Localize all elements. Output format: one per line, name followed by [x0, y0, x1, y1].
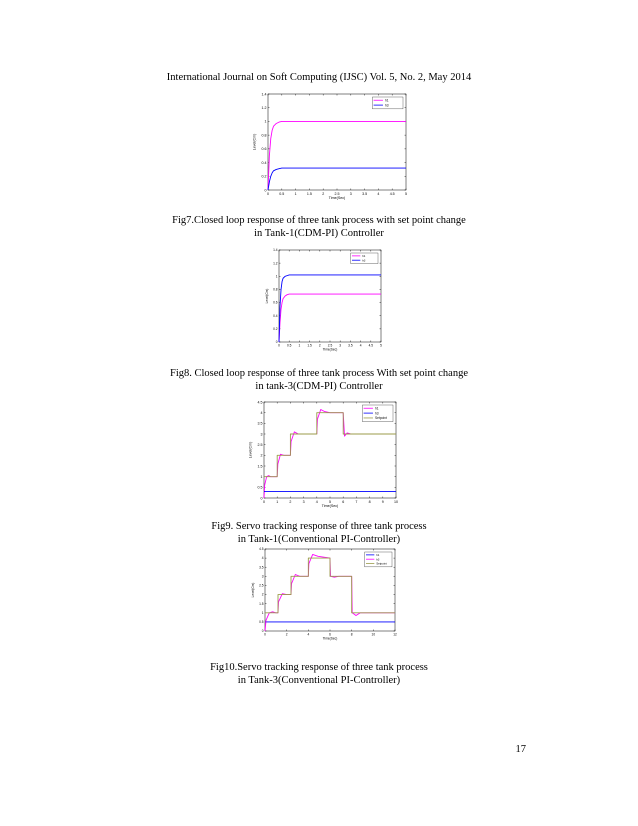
fig7-caption-line1: Fig7.Closed loop response of three tank process with set point change — [172, 215, 466, 226]
y-tick-label: 4 — [260, 410, 263, 415]
fig8-caption — [0, 368, 638, 393]
x-tick-label: 3.5 — [348, 343, 353, 348]
y-tick-label: 0.2 — [273, 326, 278, 331]
y-tick-label: 0 — [261, 629, 264, 634]
x-tick-label: 7 — [355, 499, 358, 504]
y-tick-label: 0.6 — [273, 300, 278, 305]
fig7-caption — [0, 215, 638, 240]
y-tick-label: 0.8 — [261, 133, 267, 138]
x-tick-label: 4 — [307, 632, 310, 637]
journal-header: International Journal on Soft Computing (IJSC) Vol. 5, No. 2, May 2014 — [166, 72, 472, 83]
legend-label: Setpoint — [375, 416, 387, 421]
x-tick-label: 8 — [350, 632, 353, 637]
y-tick-label: 4.5 — [257, 400, 263, 405]
fig10-caption — [0, 662, 638, 687]
y-tick-label: 2 — [260, 453, 263, 458]
y-tick-label: 3.5 — [257, 421, 263, 426]
plot-frame — [279, 250, 381, 342]
x-tick-label: 0 — [263, 499, 265, 504]
x-tick-label: 0.5 — [279, 191, 285, 196]
legend-label: h3 — [362, 258, 366, 263]
x-tick-label: 10 — [394, 499, 398, 504]
x-tick-label: 8 — [368, 499, 371, 504]
y-axis-label: Level(Cm) — [264, 288, 269, 304]
y-tick-label: 1.5 — [259, 601, 264, 606]
y-tick-label: 1 — [260, 474, 263, 479]
fig10-caption-line1: Fig10.Servo tracking response of three tank process — [210, 662, 428, 673]
x-tick-label: 3.5 — [362, 191, 368, 196]
x-axis-label: Time(Sec) — [328, 196, 346, 201]
legend-label: h1 — [362, 254, 366, 258]
y-tick-label: 0 — [260, 496, 263, 501]
x-tick-label: 1 — [276, 499, 279, 504]
x-axis-label: Time(Sec) — [322, 636, 338, 641]
x-tick-label: 0 — [264, 632, 266, 637]
y-tick-label: 2 — [261, 592, 264, 597]
legend-label: h1 — [375, 406, 379, 411]
legend-label: h1 — [385, 98, 389, 103]
y-tick-label: 1.2 — [273, 261, 278, 266]
x-tick-label: 3 — [339, 343, 342, 348]
fig10-chart — [251, 545, 399, 645]
x-tick-label: 1 — [298, 343, 301, 348]
x-tick-label: 2.5 — [334, 191, 340, 196]
x-tick-label: 6 — [342, 499, 345, 504]
y-tick-label: 1 — [261, 610, 264, 615]
legend-label: h3 — [385, 103, 389, 108]
legend-label: h1 — [376, 553, 380, 557]
y-tick-label: 3 — [261, 574, 264, 579]
fig7-caption-line2: in Tank-1(CDM-PI) Controller — [254, 227, 384, 239]
x-tick-label: 2 — [289, 499, 292, 504]
y-tick-label: 1 — [264, 119, 267, 124]
x-tick-label: 2 — [322, 191, 325, 196]
y-tick-label: 4 — [261, 556, 264, 561]
fig10-caption-line2: in Tank-3(Conventional PI-Controller) — [237, 674, 401, 686]
fig9-caption-line2: in Tank-1(Conventional PI-Controller) — [237, 533, 401, 545]
y-tick-label: 3 — [260, 432, 263, 437]
y-tick-label: 1.4 — [273, 248, 278, 253]
x-tick-label: 4 — [315, 499, 318, 504]
x-tick-label: 0 — [267, 191, 269, 196]
x-tick-label: 6 — [329, 632, 331, 637]
x-tick-label: 0 — [278, 343, 280, 348]
y-tick-label: 1.5 — [257, 464, 263, 469]
fig7-chart — [250, 90, 410, 205]
y-tick-label: 4.5 — [259, 547, 264, 552]
fig8-caption-line2: in tank-3(CDM-PI) Controller — [255, 380, 383, 392]
fig8-chart — [265, 246, 385, 356]
x-tick-label: 2.5 — [327, 343, 333, 348]
fig9-caption-line1: Fig9. Servo tracking response of three tank process — [211, 521, 427, 532]
x-tick-label: 1.5 — [307, 343, 312, 348]
x-tick-label: 2 — [285, 632, 288, 637]
y-axis-label: Level(Cm) — [248, 441, 253, 459]
legend-label: h3 — [375, 411, 379, 416]
y-tick-label: 0.8 — [273, 287, 278, 292]
legend-label: Setpoint — [376, 561, 387, 566]
x-tick-label: 3 — [349, 191, 352, 196]
y-axis-label: Level(Cm) — [252, 133, 257, 151]
y-tick-label: 0.6 — [261, 147, 267, 152]
x-tick-label: 4.5 — [389, 191, 395, 196]
x-tick-label: 0.5 — [286, 343, 292, 348]
x-tick-label: 5 — [405, 191, 407, 196]
x-tick-label: 5 — [380, 343, 382, 348]
x-tick-label: 4 — [359, 343, 362, 348]
fig9-caption — [0, 521, 638, 546]
y-axis-label: Level(Cm) — [250, 582, 255, 598]
y-tick-label: 0.5 — [259, 620, 264, 625]
x-tick-label: 4 — [377, 191, 380, 196]
fig8-caption-line1: Fig8. Closed loop response of three tank process With set point change — [170, 368, 468, 379]
x-axis-label: Time(Sec) — [322, 347, 338, 352]
x-tick-label: 9 — [381, 499, 384, 504]
y-tick-label: 1.4 — [261, 92, 267, 97]
y-tick-label: 0.2 — [261, 174, 267, 179]
y-tick-label: 2.5 — [259, 583, 264, 588]
fig9-chart — [248, 398, 400, 512]
x-axis-label: Time(Sec) — [321, 504, 339, 509]
x-tick-label: 2 — [318, 343, 321, 348]
y-tick-label: 2.5 — [257, 442, 263, 447]
y-tick-label: 0.5 — [257, 485, 263, 490]
y-tick-label: 0.4 — [261, 160, 267, 165]
y-tick-label: 1 — [275, 274, 278, 279]
x-tick-label: 10 — [371, 632, 376, 637]
x-tick-label: 1 — [294, 191, 297, 196]
x-tick-label: 12 — [393, 632, 397, 637]
y-tick-label: 3.5 — [259, 565, 264, 570]
y-tick-label: 0 — [264, 188, 267, 193]
x-tick-label: 1.5 — [306, 191, 312, 196]
x-tick-label: 5 — [329, 499, 331, 504]
legend-label: h3 — [376, 557, 380, 562]
y-tick-label: 1.2 — [261, 105, 267, 110]
x-tick-label: 4.5 — [368, 343, 374, 348]
x-tick-label: 3 — [302, 499, 305, 504]
y-tick-label: 0.4 — [273, 313, 278, 318]
y-tick-label: 0 — [275, 340, 278, 345]
page-number: 17 — [515, 744, 526, 755]
